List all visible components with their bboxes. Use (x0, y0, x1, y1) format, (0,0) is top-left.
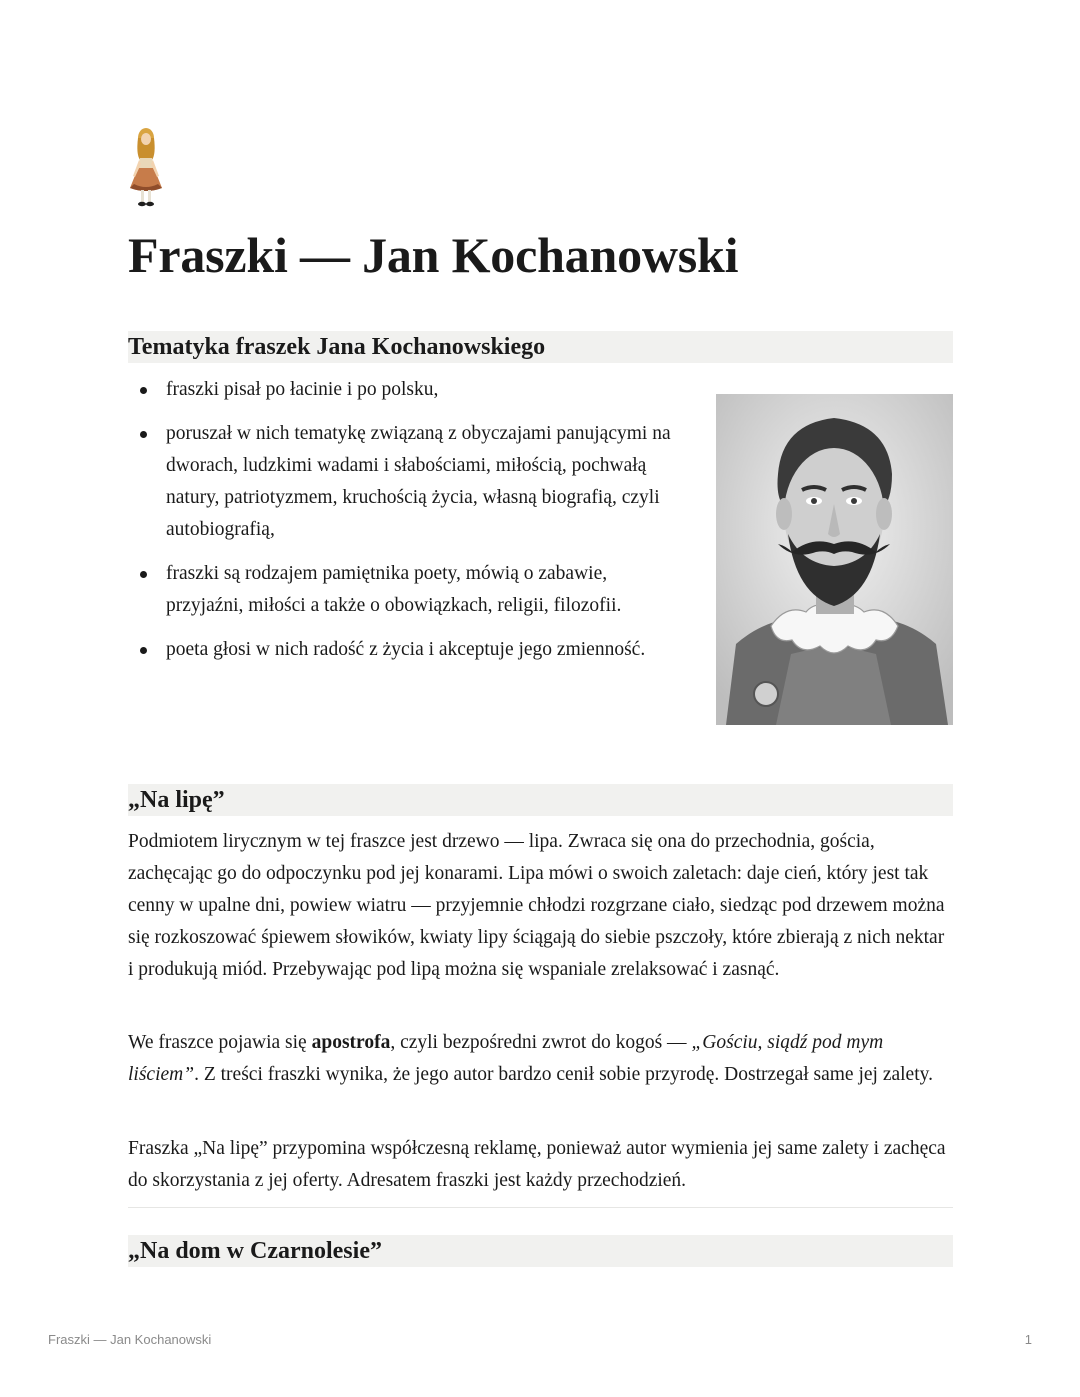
list-item: poeta głosi w nich radość z życia i akceptuje jego zmienność. (128, 634, 688, 666)
section-heading-tematyka: Tematyka fraszek Jana Kochanowskiego (128, 331, 953, 363)
text-run: We fraszce pojawia się (128, 1032, 312, 1053)
page-title: Fraszki — Jan Kochanowski (128, 227, 739, 283)
section-heading-na-dom: „Na dom w Czarnolesie” (128, 1235, 953, 1267)
na-lipe-paragraph-3: Fraszka „Na lipę” przypomina współczesną reklamę, ponieważ autor wymienia jej same zalety i zachęca do skorzystania z jej oferty. Adresatem fraszki jest każdy przechodzień. (128, 1138, 946, 1191)
list-item: fraszki pisał po łacinie i po polsku, (128, 374, 688, 406)
jan-kochanowski-portrait (716, 394, 953, 725)
na-lipe-paragraph-2 (128, 1027, 953, 1091)
text-run: . Z treści fraszki wynika, że jego autor bardzo cenił sobie przyrodę. Dostrzegał same jej zalety. (194, 1064, 933, 1085)
section-divider (128, 1207, 953, 1208)
section-heading-na-lipe: „Na lipę” (128, 784, 953, 816)
list-item: fraszki są rodzajem pamiętnika poety, mówią o zabawie, przyjaźni, miłości a także o obowiązkach, religii, filozofii. (128, 558, 688, 622)
apostrofa-term: apostrofa (311, 1032, 391, 1053)
alice-figure-icon (124, 124, 168, 208)
tematyka-bullet-list (128, 374, 688, 678)
footer-page-number: 1 (1024, 1332, 1032, 1347)
text-run: , czyli bezpośredni zwrot do kogoś — (390, 1032, 692, 1053)
quote-italic: „Gościu, siądź pod mym liściem” (128, 1032, 884, 1085)
na-lipe-paragraph-1: Podmiotem lirycznym w tej fraszce jest drzewo — lipa. Zwraca się ona do przechodnia, gościa, zachęcając go do odpoczynku pod jej konarami. Lipa mówi o swoich zaletach: daje cień, który jest tak cenny w upalne dni, powiew wiatru — przyjemnie chłodzi rozgrzane ciało, siedząc pod drzewem można się rozkoszować śpiewem słowików, kwiaty lipy ściągają do siebie pszczoły, które zbierają z nich nektar i produkują miód. Przebywając pod lipą można się wspaniale zrelaksować i zasnąć. (128, 831, 945, 980)
list-item: poruszał w nich tematykę związaną z obyczajami panującymi na dworach, ludzkimi wadami i słabościami, miłością, pochwałą natury, patriotyzmem, kruchością życia, własną biografią, czyli autobiografią, (128, 418, 688, 546)
footer-document-title: Fraszki — Jan Kochanowski (48, 1332, 212, 1347)
